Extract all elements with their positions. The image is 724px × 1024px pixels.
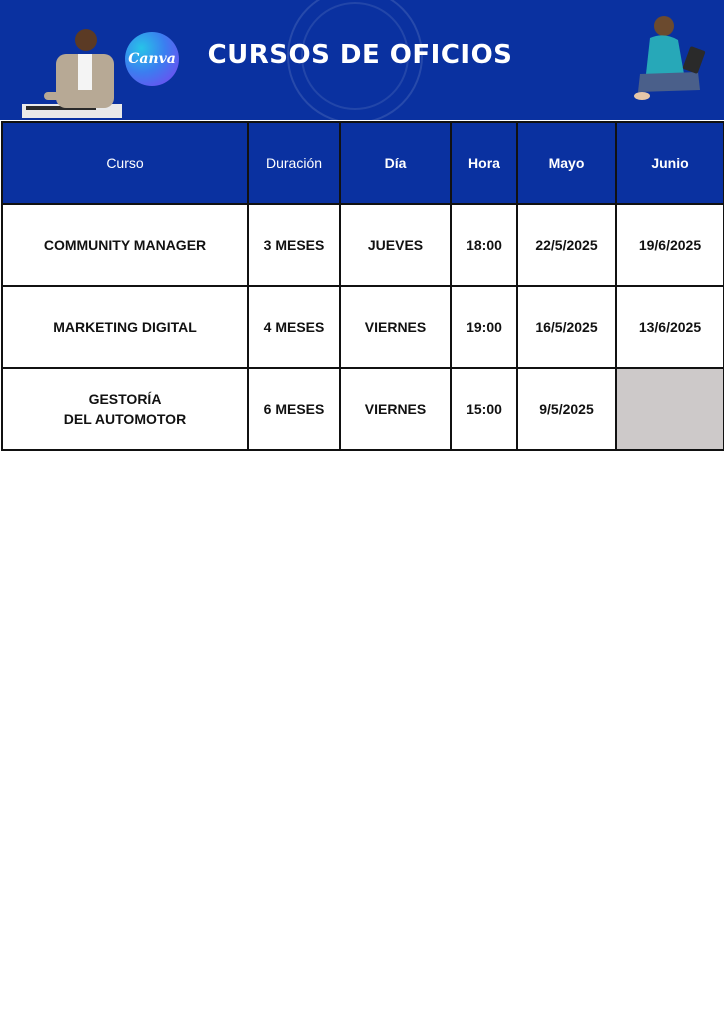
- canva-logo: Canva: [125, 32, 179, 86]
- cell-hora: 15:00: [451, 368, 517, 450]
- cell-dia: JUEVES: [340, 204, 451, 286]
- cell-mayo: 9/5/2025: [517, 368, 616, 450]
- cell-junio-empty: [616, 368, 724, 450]
- cell-dia: VIERNES: [340, 368, 451, 450]
- cell-junio: 19/6/2025: [616, 204, 724, 286]
- table-row: [2, 204, 724, 286]
- page-title: CURSOS DE OFICIOS: [207, 40, 513, 70]
- presenter-man-illustration: [0, 18, 125, 120]
- table-row: [2, 286, 724, 368]
- column-header-hora: Hora: [451, 122, 517, 204]
- cell-curso: GESTORÍA DEL AUTOMOTOR: [2, 368, 248, 450]
- cell-hora: 19:00: [451, 286, 517, 368]
- cell-hora: 18:00: [451, 204, 517, 286]
- column-header-junio: Junio: [616, 122, 724, 204]
- table-row: [2, 368, 724, 450]
- cell-junio: 13/6/2025: [616, 286, 724, 368]
- cell-duracion: 4 MESES: [248, 286, 340, 368]
- cell-curso: COMMUNITY MANAGER: [2, 204, 248, 286]
- cell-dia: VIERNES: [340, 286, 451, 368]
- cell-duracion: 3 MESES: [248, 204, 340, 286]
- column-header-duracion: Duración: [248, 122, 340, 204]
- cell-mayo: 16/5/2025: [517, 286, 616, 368]
- column-header-dia: Día: [340, 122, 451, 204]
- column-header-mayo: Mayo: [517, 122, 616, 204]
- cell-duracion: 6 MESES: [248, 368, 340, 450]
- column-header-curso: Curso: [2, 122, 248, 204]
- header-banner: [0, 0, 724, 120]
- cell-curso: MARKETING DIGITAL: [2, 286, 248, 368]
- woman-with-tablet-illustration: [628, 12, 712, 112]
- cell-mayo: 22/5/2025: [517, 204, 616, 286]
- table-header-row: [2, 122, 724, 204]
- courses-table: [1, 121, 724, 451]
